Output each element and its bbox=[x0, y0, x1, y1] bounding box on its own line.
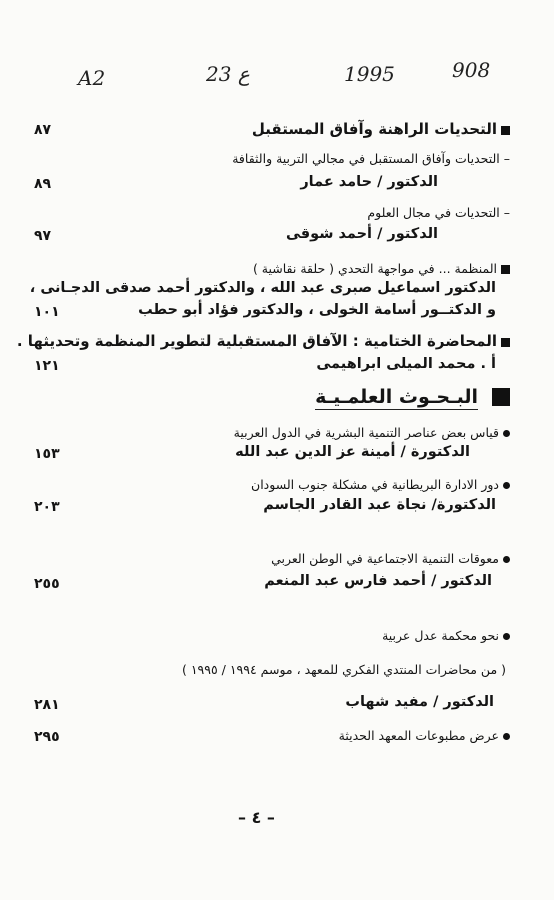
research-entry-title: دور الادارة البريطانية في مشكلة جنوب السودان bbox=[251, 477, 510, 492]
toc-entry-author: الدكتور / أحمد شوقى bbox=[285, 226, 438, 242]
toc-page-number: ١٠١ bbox=[34, 304, 60, 320]
toc-entry-title: – التحديات في مجال العلوم bbox=[367, 205, 510, 220]
research-entry-note: ( من محاضرات المنتدي الفكري للمعهد ، موسم ١٩٩٤ / ١٩٩٥ ) bbox=[181, 662, 506, 677]
handwritten-note-b: 23 ع bbox=[206, 62, 250, 86]
toc-entry-authors-line2: و الدكتــور أسامة الخولى ، والدكتور فؤاد أبو حطب bbox=[138, 302, 496, 318]
square-bullet-icon bbox=[501, 126, 510, 135]
research-entry-author: الدكتورة / أمينة عز الدين عبد الله bbox=[235, 444, 470, 460]
handwritten-note-a: A2 bbox=[78, 66, 106, 90]
research-entry-title: قياس بعض عناصر التنمية البشرية في الدول العربية bbox=[234, 425, 510, 440]
square-bullet-icon bbox=[501, 338, 510, 347]
bullet-dot-icon bbox=[503, 733, 510, 740]
toc-page-number: ٨٩ bbox=[34, 176, 52, 192]
section-heading: البـحـوث العلمـيـة bbox=[315, 386, 510, 408]
toc-page-number: ٢٥٥ bbox=[34, 576, 60, 592]
toc-page-number: ٩٧ bbox=[34, 228, 52, 244]
toc-entry-author: أ . محمد الميلى ابراهيمى bbox=[316, 356, 496, 372]
handwritten-note-number: 908 bbox=[452, 58, 491, 82]
toc-entry-title: – التحديات وآفاق المستقبل في مجالي التربية والثقافة bbox=[232, 151, 510, 166]
square-bullet-icon bbox=[501, 265, 510, 274]
bullet-dot-icon bbox=[503, 556, 510, 563]
toc-page-number: ١٢١ bbox=[34, 358, 60, 374]
toc-page-number: ١٥٣ bbox=[34, 446, 60, 462]
research-entry-title: نحو محكمة عدل عربية bbox=[382, 628, 510, 643]
research-entry-author: الدكتور / مفيد شهاب bbox=[345, 694, 494, 710]
toc-page-number: ٢٠٣ bbox=[34, 499, 60, 515]
toc-page-number: ٢٨١ bbox=[34, 697, 60, 713]
square-bullet-icon bbox=[492, 388, 510, 406]
research-entry-author: الدكتورة/ نجاة عبد القادر الجاسم bbox=[263, 497, 496, 513]
handwritten-note-year: 1995 bbox=[344, 62, 395, 86]
toc-entry-author: الدكتور / حامد عمار bbox=[300, 174, 438, 190]
page-footer-number: – ٤ – bbox=[238, 808, 275, 827]
research-entry-author: الدكتور / أحمد فارس عبد المنعم bbox=[264, 573, 492, 589]
toc-page-number: ٨٧ bbox=[34, 122, 52, 138]
toc-page-number: ٢٩٥ bbox=[34, 729, 60, 745]
research-entry-title: معوقات التنمية الاجتماعية في الوطن العربي bbox=[271, 551, 510, 566]
toc-entry-title: المحاضرة الختامية : الآفاق المستقبلية لتطوير المنظمة وتحديثها . bbox=[17, 332, 510, 350]
bullet-dot-icon bbox=[503, 633, 510, 640]
toc-entry-authors-line1: الدكتور اسماعيل صبرى عبد الله ، والدكتور أحمد صدقى الدجـانى ، bbox=[29, 280, 496, 296]
toc-entry-title: المنظمة ... في مواجهة التحدي ( حلقة نقاشية ) bbox=[253, 261, 510, 276]
bullet-dot-icon bbox=[503, 482, 510, 489]
toc-entry-title: التحديات الراهنة وآفاق المستقبل bbox=[252, 120, 510, 138]
bullet-dot-icon bbox=[503, 430, 510, 437]
research-entry-title: عرض مطبوعات المعهد الحديثة bbox=[339, 728, 510, 743]
